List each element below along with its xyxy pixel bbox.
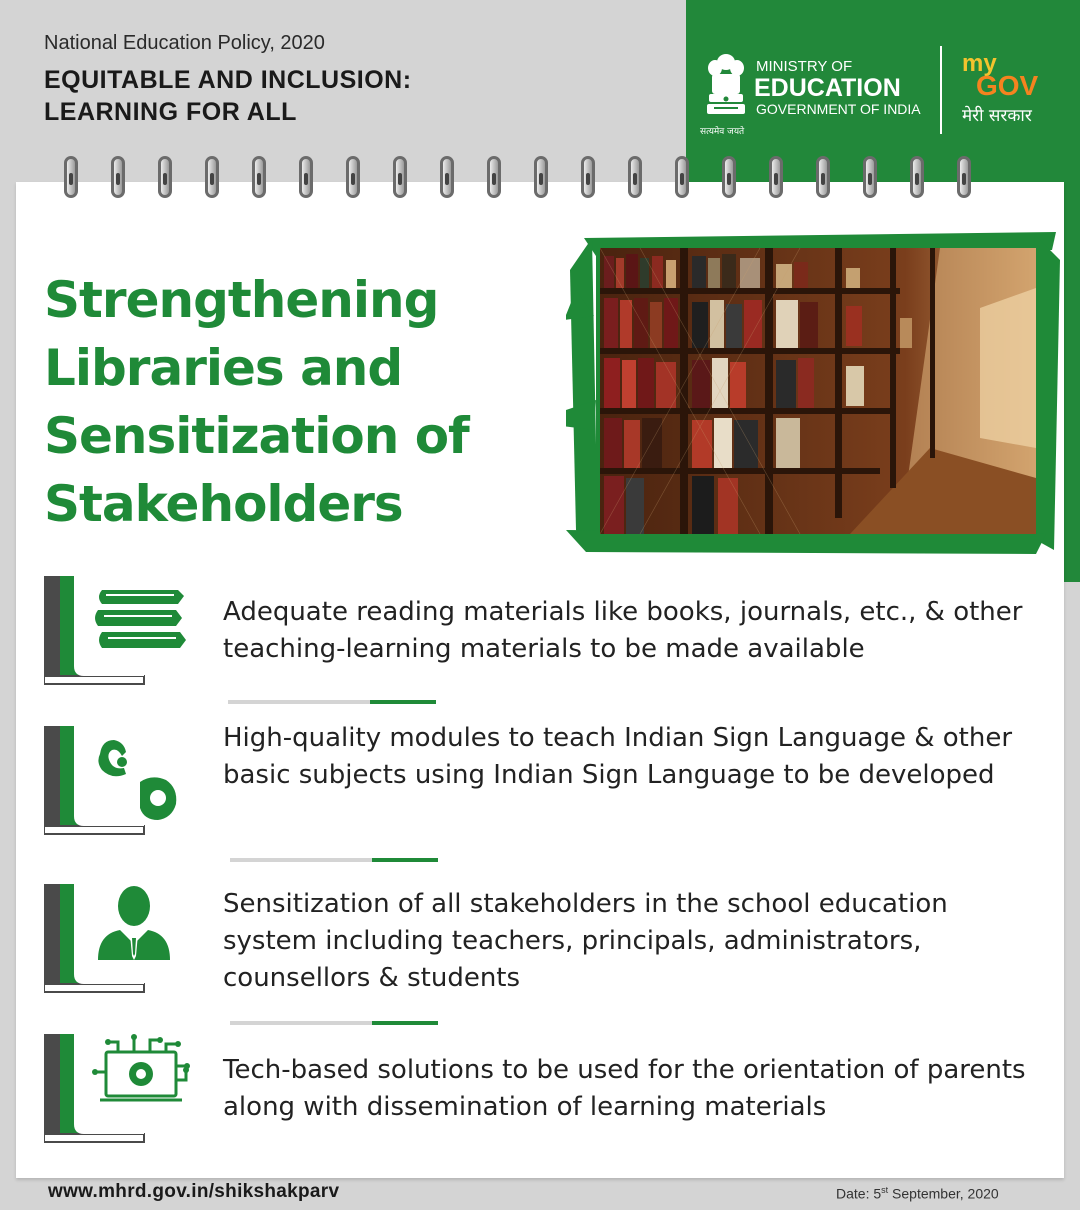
footer-date-prefix: Date: 5	[836, 1185, 882, 1202]
ministry-line1: MINISTRY OF	[756, 58, 853, 75]
national-emblem-icon	[704, 52, 748, 122]
spiral-ring	[393, 156, 407, 198]
main-title-line: Libraries and	[44, 339, 403, 397]
spiral-ring	[675, 156, 689, 198]
spiral-ring	[534, 156, 548, 198]
mygov-logo-part2: GOV	[976, 70, 1039, 101]
spiral-ring	[863, 156, 877, 198]
ministry-line2: EDUCATION	[754, 74, 901, 102]
sign-language-icon	[92, 734, 192, 824]
item-icon-box	[44, 724, 194, 834]
mygov-logo-part1: my	[962, 50, 997, 77]
spiral-binding	[64, 156, 994, 200]
item-text: Tech-based solutions to be used for the orientation of parents along with dissemination of learning materials	[223, 1055, 1026, 1122]
bookshelves-image	[600, 248, 1036, 534]
main-title	[44, 266, 469, 538]
ministry-line3: GOVERNMENT OF INDIA	[756, 101, 921, 117]
item-separator	[230, 1021, 438, 1025]
footer-date-suffix: September, 2020	[888, 1185, 999, 1202]
item-text: Adequate reading materials like books, journals, etc., & other teaching-learning materials to be made available	[223, 597, 1023, 664]
header-subtitle: National Education Policy, 2020	[44, 32, 325, 54]
spiral-ring	[158, 156, 172, 198]
header-title	[44, 64, 412, 128]
item-separator	[228, 700, 436, 704]
logo-divider	[940, 46, 942, 134]
person-icon	[94, 882, 174, 968]
spiral-ring	[111, 156, 125, 198]
spiral-ring	[440, 156, 454, 198]
header-title-line1: EQUITABLE AND INCLUSION:	[44, 66, 412, 94]
item-icon-box	[44, 882, 194, 992]
main-title-line: Strengthening	[44, 271, 439, 329]
main-title-line: Stakeholders	[44, 475, 403, 533]
spiral-ring	[205, 156, 219, 198]
footer-date-sup: st	[881, 1185, 889, 1195]
item-icon-box	[44, 1032, 194, 1142]
books-icon	[92, 582, 192, 662]
spiral-ring	[581, 156, 595, 198]
emblem-motto: सत्यमेव जयते	[700, 127, 745, 137]
item-icon-box	[44, 574, 194, 684]
main-title-line: Sensitization of	[44, 407, 469, 465]
mygov-tagline: मेरी सरकार	[962, 106, 1032, 126]
item-separator	[230, 858, 438, 862]
tech-screen-icon	[92, 1032, 192, 1112]
item-text: Sensitization of all stakeholders in the school education system including teachers, principals, administrators, counsellors & students	[223, 889, 948, 993]
item-text: High-quality modules to teach Indian Sign Language & other basic subjects using Indian Sign Language to be developed	[223, 723, 1013, 790]
spiral-ring	[816, 156, 830, 198]
header-title-line2: LEARNING FOR ALL	[44, 98, 297, 126]
spiral-ring	[628, 156, 642, 198]
spiral-ring	[722, 156, 736, 198]
spiral-ring	[957, 156, 971, 198]
library-photo	[596, 244, 1040, 538]
library-photo-frame	[566, 230, 1060, 554]
spiral-ring	[769, 156, 783, 198]
spiral-ring	[64, 156, 78, 198]
spiral-ring	[299, 156, 313, 198]
spiral-ring	[346, 156, 360, 198]
footer-date	[836, 1185, 999, 1202]
spiral-ring	[910, 156, 924, 198]
spiral-ring	[487, 156, 501, 198]
spiral-ring	[252, 156, 266, 198]
footer-url[interactable]: www.mhrd.gov.in/shikshakparv	[48, 1181, 340, 1202]
